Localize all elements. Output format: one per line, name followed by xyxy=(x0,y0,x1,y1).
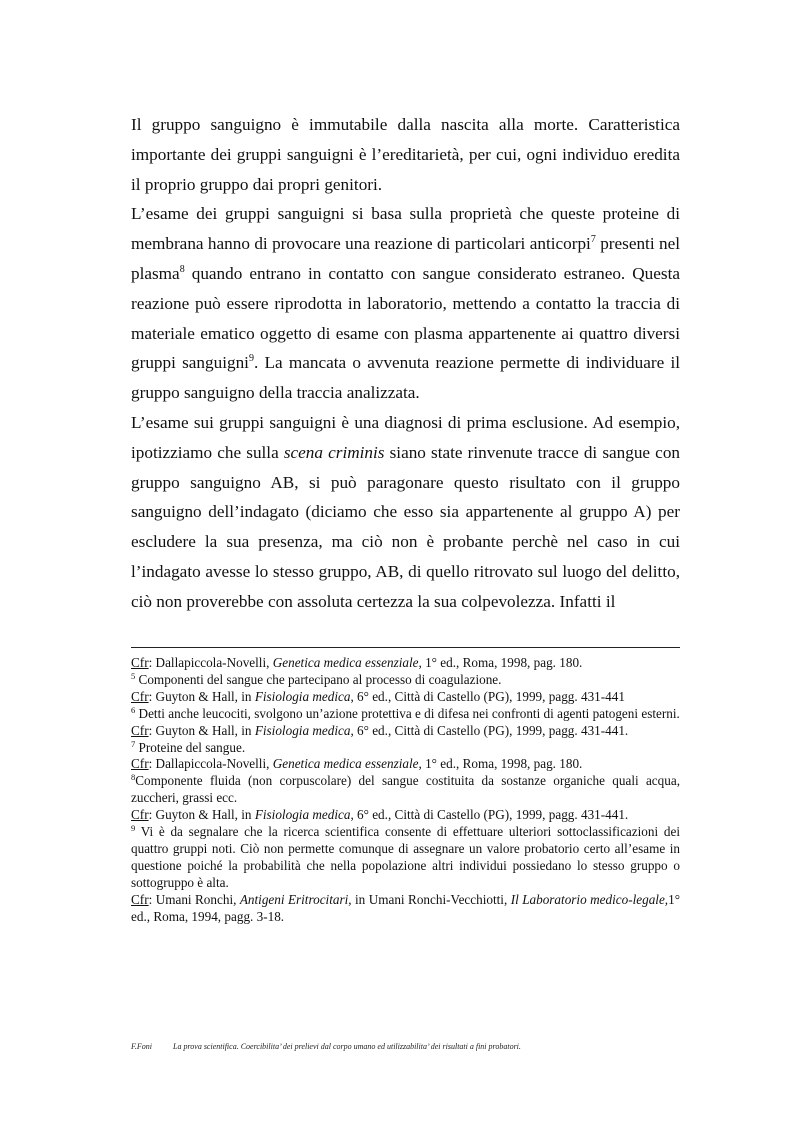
footer-title: La prova scientifica. Coercibilita’ dei prelievi dal corpo umano ed utilizzabilita’ dei risultati a fini probatori. xyxy=(173,1042,521,1051)
main-text xyxy=(131,110,680,617)
reference-6: Cfr: Umani Ronchi, Antigeni Eritrocitari, in Umani Ronchi-Vecchiotti, Il Laboratorio medico-legale,1° ed., Roma, 1994, pagg. 3-18. xyxy=(131,891,680,924)
footnote-9: $^9$ Vi è da segnalare che la ricerca scientifica consente di effettuare ulteriori sottoclassificazioni dei quattro gruppi noti. Ciò non permette comunque di assegnare un valore probatorio certo all’esame in questione poiché la probabilità che nella popolazione altri individui possiedano lo stesso gruppo o sottogruppo è alta. xyxy=(131,823,680,890)
reference-3: Cfr: Guyton & Hall, in Fisiologia medica, 6° ed., Città di Castello (PG), 1999, pagg. 431-441. xyxy=(131,722,629,738)
footnotes xyxy=(131,655,680,926)
page-footer xyxy=(131,1042,691,1051)
footnote-8: $^8$Componente fluida (non corpuscolare) del sangue costituita da sostanze organiche quali acqua, zuccheri, grassi ecc. xyxy=(131,772,680,806)
latin-term: scena criminis xyxy=(283,442,385,462)
footnote-divider xyxy=(131,647,680,648)
footnote-ref-7: 7 xyxy=(590,234,596,246)
footer-author: F.Foni xyxy=(131,1042,152,1051)
reference-5: Cfr: Guyton & Hall, in Fisiologia medica, 6° ed., Città di Castello (PG), 1999, pagg. 431-441. xyxy=(131,807,629,823)
footnote-6: $^6$ Detti anche leucociti, svolgono un’azione protettiva e di difesa nei confronti di agenti patogeni esterni. xyxy=(131,704,680,721)
reference-2: Cfr: Guyton & Hall, in Fisiologia medica, 6° ed., Città di Castello (PG), 1999, pagg. 431-441 xyxy=(131,688,625,704)
reference-4: Cfr: Dallapiccola-Novelli, Genetica medica essenziale, 1° ed., Roma, 1998, pag. 180. xyxy=(131,756,583,772)
footnote-7: $^7$ Proteine del sangue. xyxy=(131,738,246,755)
footnote-ref-9: 9 xyxy=(248,353,254,365)
footnote-5: $^5$ Componenti del sangue che partecipano al processo di coagulazione. xyxy=(131,670,502,687)
paragraph-3: L’esame sui gruppi sanguigni è una diagnosi di prima esclusione. Ad esempio, ipotizziamo che sulla scena criminis siano state rinvenute tracce di sangue con gruppo sanguigno AB, si può paragonare questo risultato con il gruppo sanguigno dell’indagato (diciamo che esso sia appartenente al gruppo A) per escludere la sua presenza, ma ciò non è probante perchè nel caso in cui l’indagato avesse lo stesso gruppo, AB, di quello ritrovato sul luogo del delitto, ciò non proverebbe con assoluta certezza la sua colpevolezza. Infatti il xyxy=(131,412,681,611)
paragraph-2: L’esame dei gruppi sanguigni si basa sulla proprietà che queste proteine di membrana hanno di provocare una reazione di particolari anticorpi$^7$ presenti nel plasma$^8$ quando entrano in contatto con sangue considerato estraneo. Questa reazione può essere riprodotta in laboratorio, mettendo a contatto la traccia di materiale ematico oggetto di esame con plasma appartenente ai quattro diversi gruppi sanguigni$^9$. La mancata o avvenuta reazione permette di individuare il gruppo sanguigno della traccia analizzata. xyxy=(131,204,681,403)
paragraph-1: Il gruppo sanguigno è immutabile dalla nascita alla morte. Caratteristica importante dei gruppi sanguigni è l’ereditarietà, per cui, ogni individuo eredita il proprio gruppo dai propri genitori. xyxy=(131,115,680,194)
reference-1: Cfr: Dallapiccola-Novelli, Genetica medica essenziale, 1° ed., Roma, 1998, pag. 180. xyxy=(131,655,583,670)
footnote-ref-8: 8 xyxy=(179,263,185,275)
